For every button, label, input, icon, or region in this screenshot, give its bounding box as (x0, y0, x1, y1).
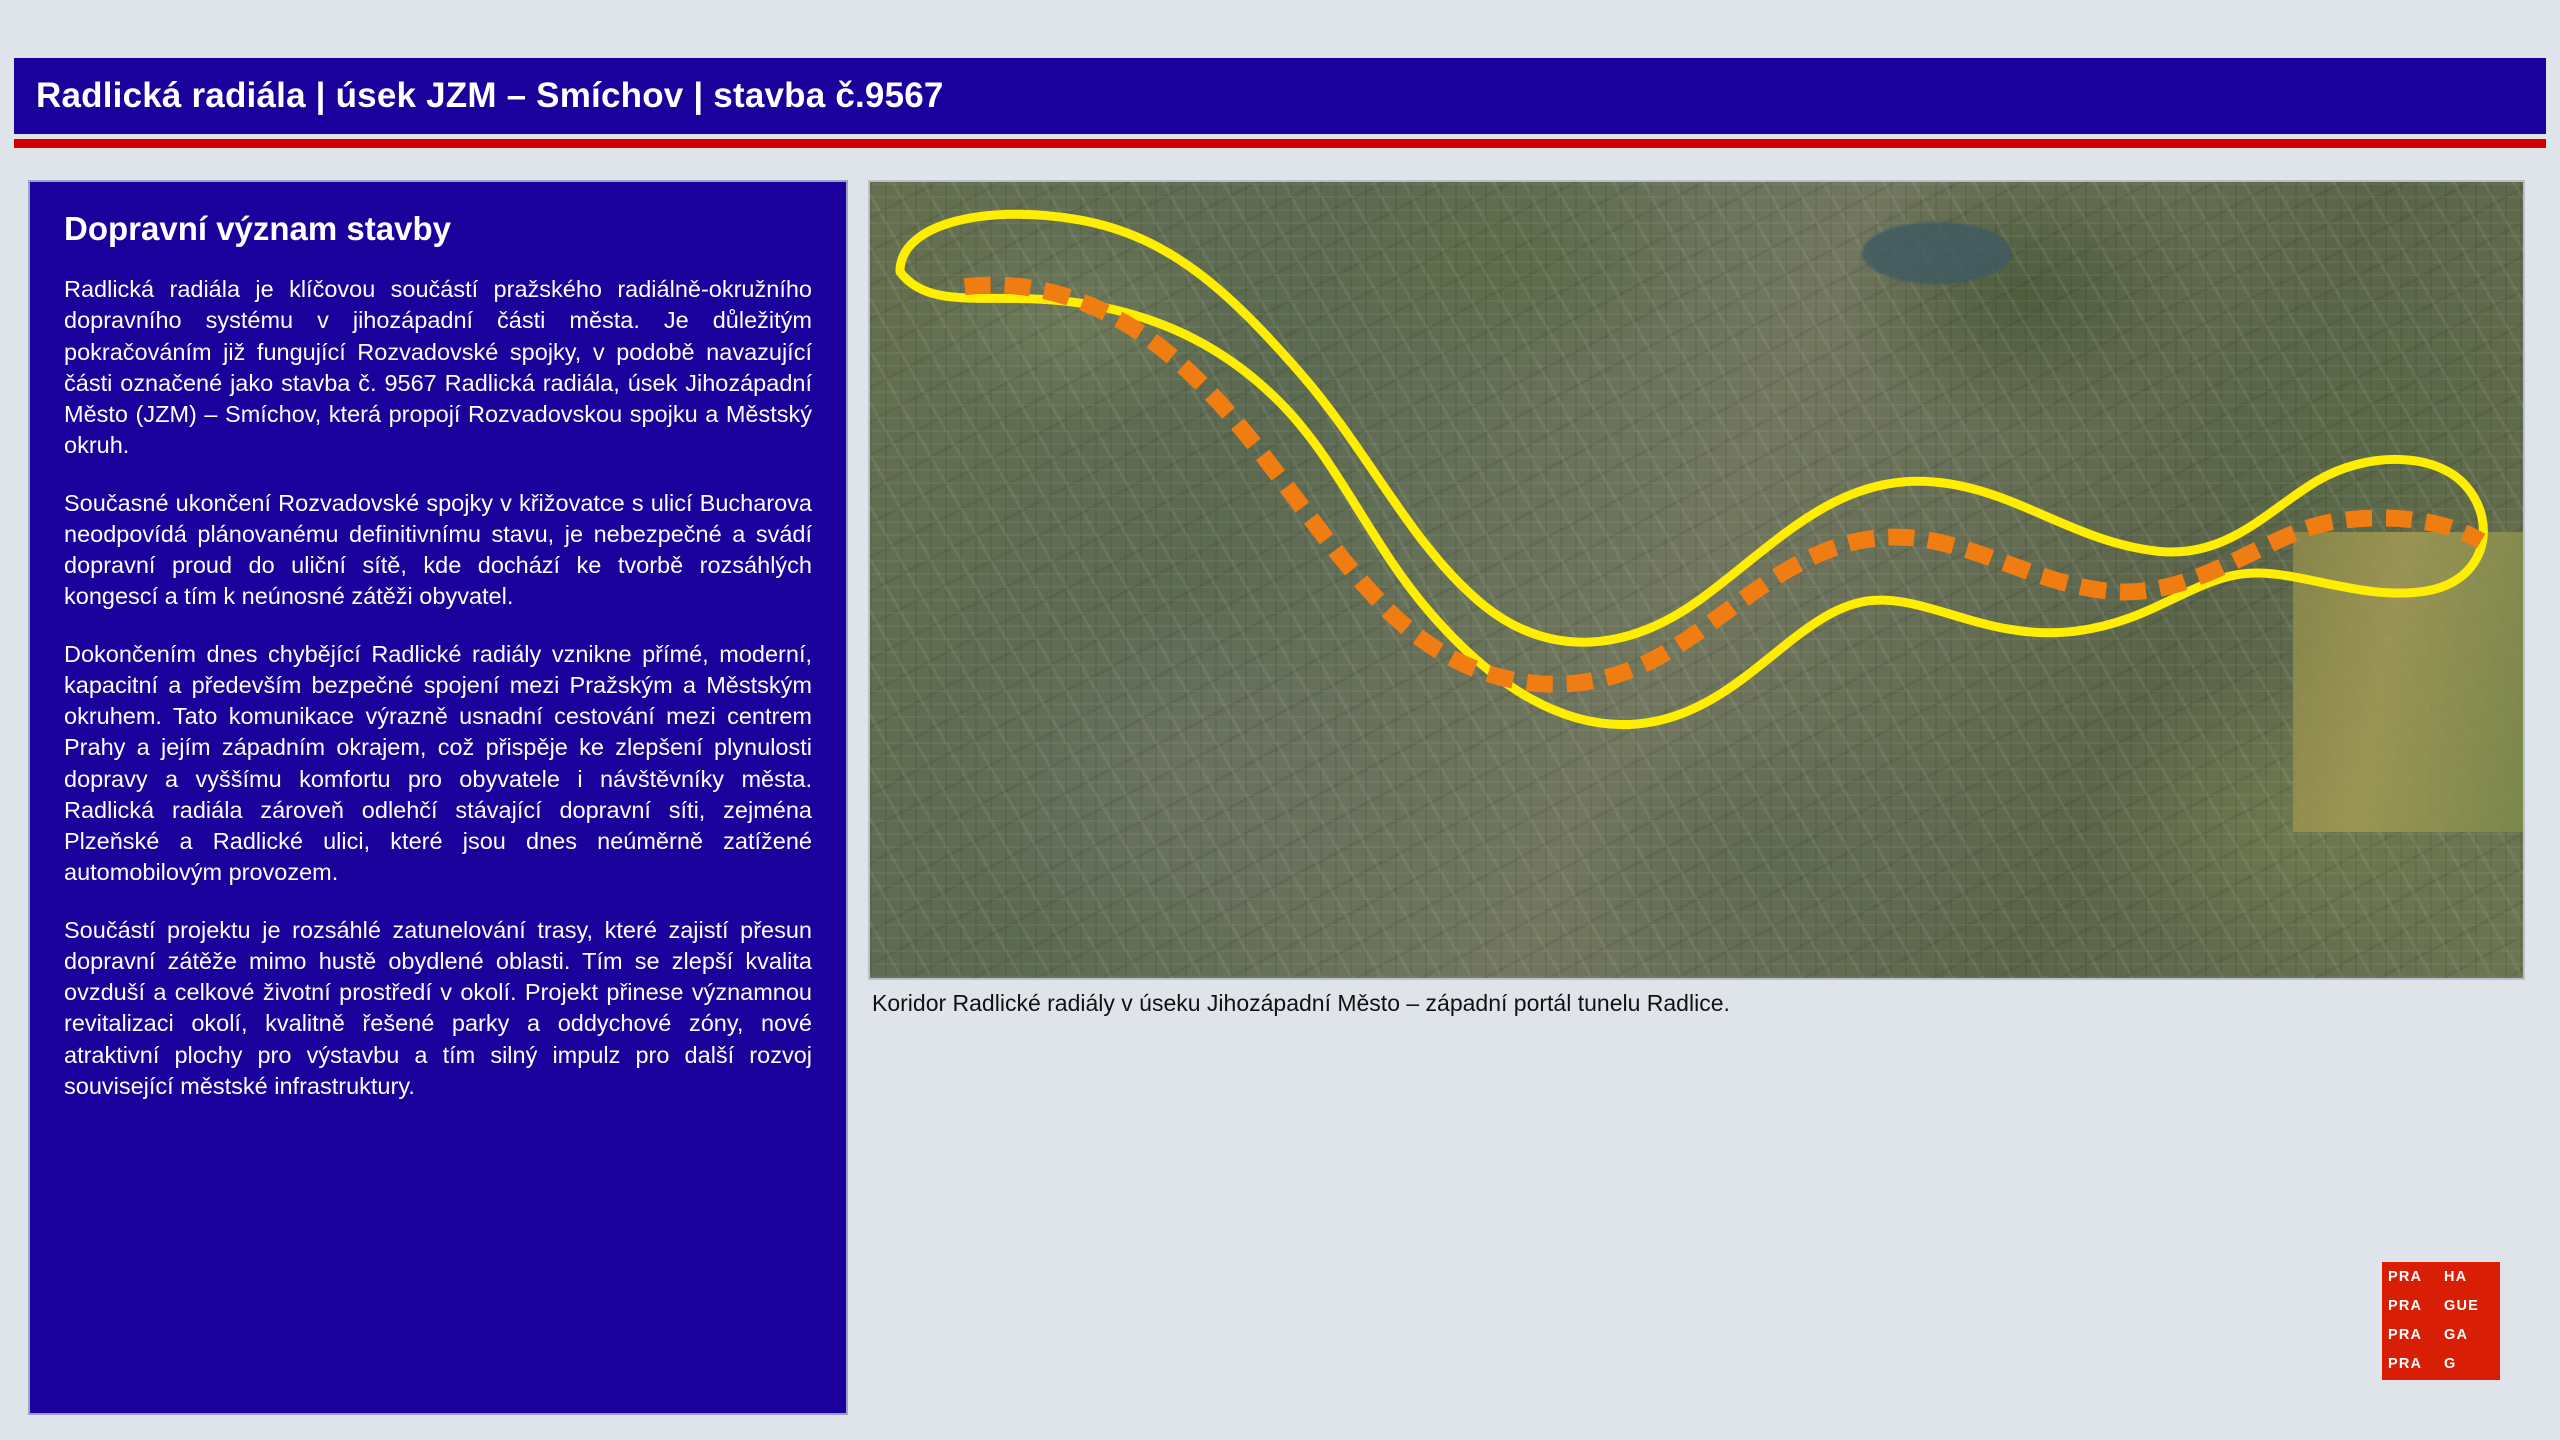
logo-line: HA (2444, 1269, 2468, 1285)
logo-right-column (2444, 1270, 2494, 1372)
info-panel-title: Dopravní význam stavby (64, 210, 451, 247)
logo-line: GA (2444, 1327, 2469, 1344)
info-paragraph: Současné ukončení Rozvadovské spojky v křižovatce s ulicí Bucharova neodpovídá plánovanému definitivnímu stavu, je nebezpečné a svádí dopravní proud do uliční sítě, kde dochází ke tvorbě rozsáhlých kongescí a tím k neúnosné zátěži obyvatel. (64, 489, 812, 610)
figure-caption: Koridor Radlické radiály v úseku Jihozápadní Město – západní portál tunelu Radlice. (872, 990, 1730, 1016)
map-figure (868, 180, 2525, 980)
logo-line: PRA (2388, 1327, 2423, 1344)
logo-line: G (2444, 1356, 2457, 1373)
info-paragraph: Dokončením dnes chybějící Radlické radiály vznikne přímé, moderní, kapacitní a především bezpečné spojení mezi Pražským a Městským okruhem. Tato komunikace výrazně usnadní cestování mezi centrem Prahy a jejím západním okrajem, což přispěje ke zlepšení plynulosti dopravy a vyššímu komfortu pro obyvatele i návštěvníky města. Radlická radiála zároveň odlehčí stávající dopravní síti, zejména Plzeňské a Radlické ulici, které jsou dnes neúměrně zatížené automobilovým provozem. (64, 640, 812, 886)
page-title: Radlická radiála | úsek JZM – Smíchov | stavba č.9567 (36, 76, 944, 115)
logo-line: PRA (2388, 1298, 2423, 1315)
info-panel (28, 180, 848, 1415)
aerial-photo (868, 180, 2525, 980)
info-paragraph: Součástí projektu je rozsáhlé zatunelování trasy, které zajistí přesun dopravní zátěže mimo hustě obydlené oblasti. Tím se zlepší kvalita ovzduší a celkové životní prostředí v okolí. Projekt přinese významnou revitalizaci okolí, kvalitně řešené parky a oddychové zóny, nové atraktivní plochy pro výstavbu a tím silný impulz pro další rozvoj související městské infrastruktury. (64, 916, 812, 1099)
corridor-overlay (870, 182, 2523, 980)
logo-line: GUE (2444, 1298, 2480, 1315)
logo-line: PRA (2388, 1269, 2423, 1285)
info-paragraph: Radlická radiála je klíčovou součástí pražského radiálně-okružního dopravního systému v jihozápadní části města. Je důležitým pokračováním již fungující Rozvadovské spojky, v podobě navazující části označené jako stavba č. 9567 Radlická radiála, úsek Jihozápadní Město (JZM) – Smíchov, která propojí Rozvadovskou spojku a Městský okruh. (64, 276, 812, 459)
header-band (14, 58, 2546, 134)
header-accent-rule (14, 139, 2546, 148)
prague-city-logo (2382, 1262, 2500, 1380)
logo-left-column (2388, 1270, 2438, 1372)
logo-line: PRA (2388, 1356, 2423, 1373)
